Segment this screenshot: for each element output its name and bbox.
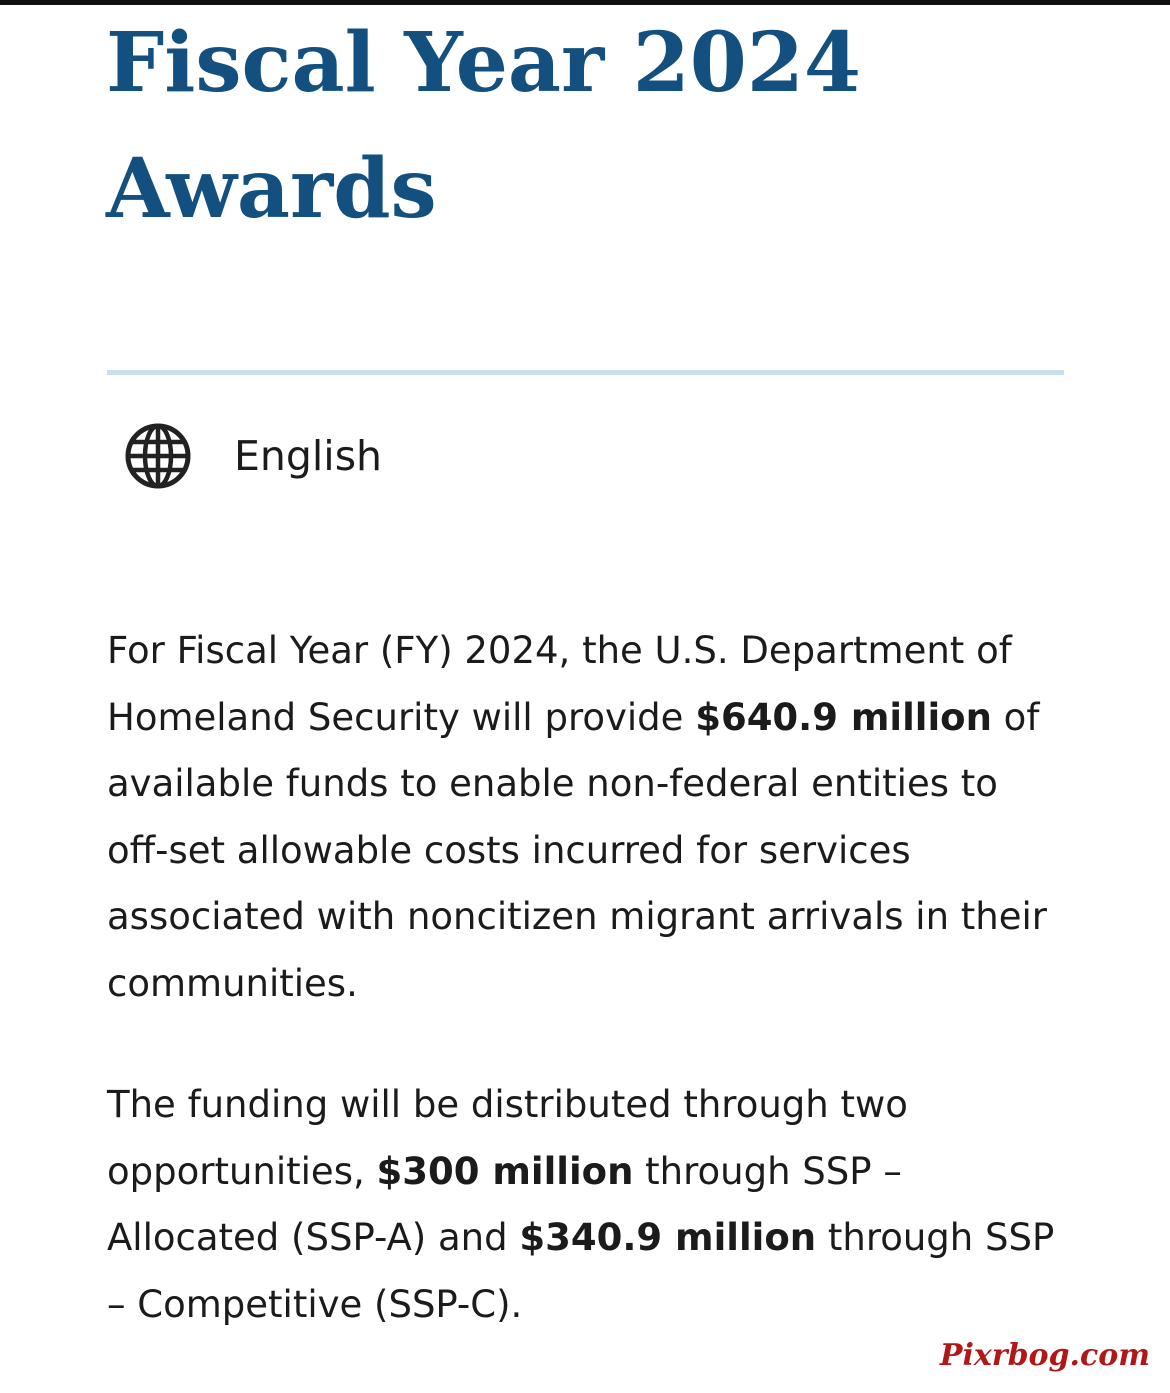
- page-title-line-2: Awards: [106, 141, 437, 237]
- distribution-paragraph: [107, 1072, 1067, 1338]
- ssp-a-amount: $300 million: [376, 1149, 634, 1193]
- page-title: [106, 0, 1086, 252]
- total-funding-amount: $640.9 million: [695, 695, 992, 739]
- language-selector[interactable]: [124, 420, 382, 492]
- intro-text-1: For Fiscal Year (FY) 2024, the U.S. Department of Homeland Security will provide: [107, 629, 1012, 739]
- intro-paragraph: [107, 618, 1067, 1017]
- globe-icon: [124, 422, 192, 490]
- distribution-text-2: through SSP – Allocated (SSP-A) and: [107, 1149, 902, 1259]
- watermark: Pixrbog.com: [939, 1338, 1150, 1373]
- ssp-c-amount: $340.9 million: [519, 1216, 817, 1259]
- language-label[interactable]: English: [234, 432, 383, 480]
- distribution-text-1: The funding will be distributed through two opportunities,: [107, 1083, 908, 1193]
- distribution-text-3: through SSP – Competitive (SSP-C).: [107, 1216, 1055, 1326]
- section-divider: [107, 370, 1064, 375]
- page-title-line-1: Fiscal Year 2024: [106, 15, 861, 111]
- intro-text-2: of available funds to enable non-federal entities to off-set allowable costs incurred for services associated with noncitizen migrant arrivals in their communities.: [107, 695, 1048, 1005]
